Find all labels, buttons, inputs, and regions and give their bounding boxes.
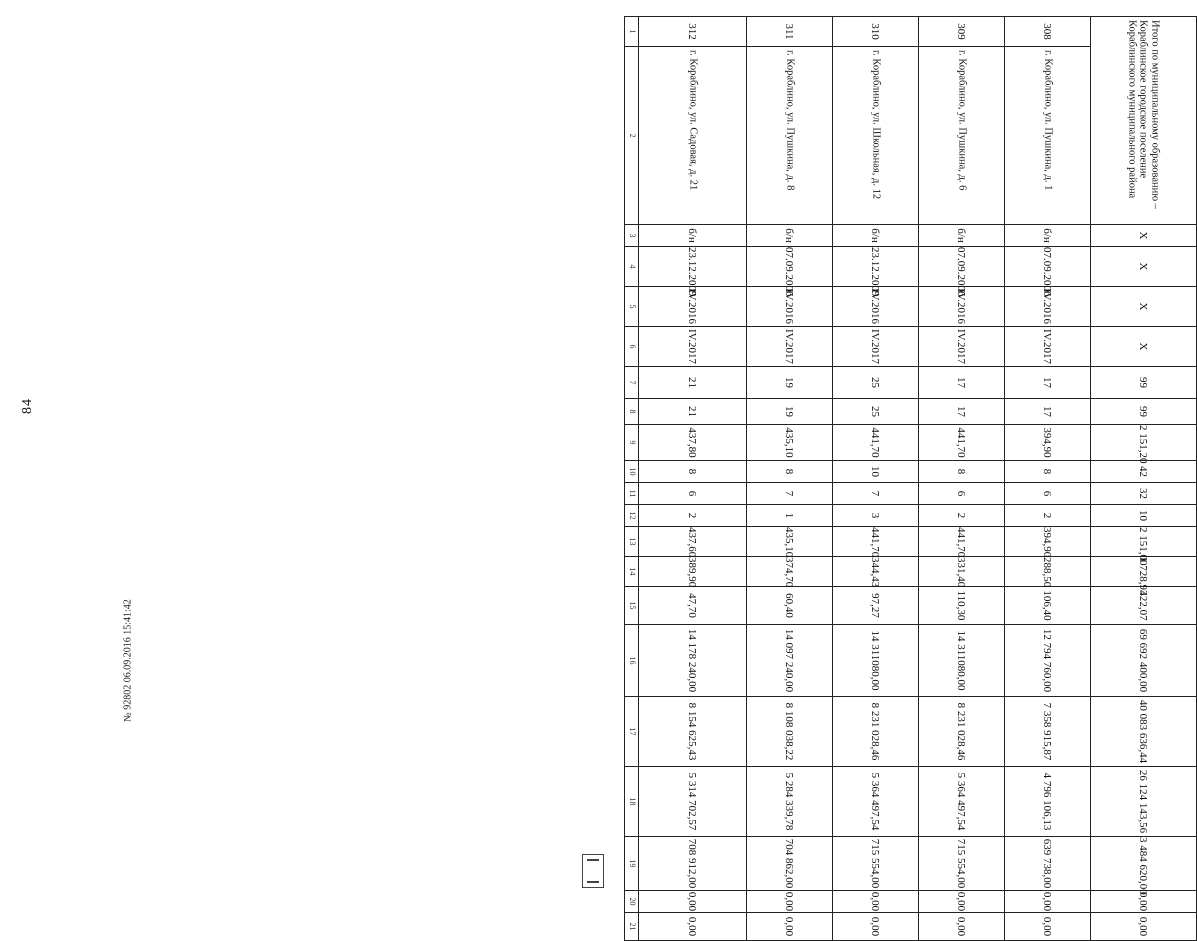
data-cell-c8: 17 <box>919 399 1005 425</box>
data-cell-c20: 0,00 <box>1005 891 1091 913</box>
data-cell-c3: б/н <box>919 225 1005 247</box>
data-cell-c3: б/н <box>1005 225 1091 247</box>
table-row <box>747 17 833 941</box>
table-row <box>639 17 747 941</box>
total-cell-c5: X <box>1091 287 1197 327</box>
total-cell-c10: 42 <box>1091 461 1197 483</box>
data-cell-c4: 23.12.2009 <box>639 247 747 287</box>
data-cell-c10: 10 <box>833 461 919 483</box>
total-cell-c17: 40 083 636,44 <box>1091 697 1197 767</box>
total-cell-c21: 0,00 <box>1091 913 1197 941</box>
total-cell-c15: 422,07 <box>1091 587 1197 625</box>
total-cell-c8: 99 <box>1091 399 1197 425</box>
housing-program-table <box>624 16 1196 937</box>
data-cell-c14: 389,90 <box>639 557 747 587</box>
data-cell-c17: 8 231 028,46 <box>833 697 919 767</box>
data-cell-c4: 23.12.2009 <box>833 247 919 287</box>
data-cell-c19: 708 912,00 <box>639 837 747 891</box>
data-cell-c8: 21 <box>639 399 747 425</box>
data-cell-c6: IV.2017 <box>747 327 833 367</box>
data-cell-c14: 374,70 <box>747 557 833 587</box>
total-cell-c20: 0,00 <box>1091 891 1197 913</box>
row-number-cell: 312 <box>639 17 747 47</box>
data-cell-c5: IV.2016 <box>1005 287 1091 327</box>
total-cell-c3: X <box>1091 225 1197 247</box>
data-cell-c21: 0,00 <box>919 913 1005 941</box>
address-cell: г. Кораблино, ул. Пушкина, д. 6 <box>919 47 1005 225</box>
column-number-cell: 11 <box>625 483 639 505</box>
column-number-cell: 18 <box>625 767 639 837</box>
column-number-cell: 1 <box>625 17 639 47</box>
total-cell-c13: 2 151,00 <box>1091 527 1197 557</box>
data-cell-c17: 8 231 028,46 <box>919 697 1005 767</box>
column-number-cell: 6 <box>625 327 639 367</box>
column-number-cell: 8 <box>625 399 639 425</box>
data-cell-c4: 07.09.2006 <box>747 247 833 287</box>
data-cell-c18: 5 284 339,78 <box>747 767 833 837</box>
data-cell-c15: 110,30 <box>919 587 1005 625</box>
stamp-emblem-icon <box>582 854 604 888</box>
data-cell-c11: 6 <box>1005 483 1091 505</box>
data-cell-c19: 704 862,00 <box>747 837 833 891</box>
column-number-cell: 10 <box>625 461 639 483</box>
data-cell-c16: 14 178 240,00 <box>639 625 747 697</box>
data-cell-c21: 0,00 <box>833 913 919 941</box>
total-label-cell: Итого по муниципальному образованию – Кораблинское городское поселение Кораблинского муниципального района <box>1091 17 1197 225</box>
column-number-cell: 4 <box>625 247 639 287</box>
column-number-cell: 16 <box>625 625 639 697</box>
data-cell-c10: 8 <box>919 461 1005 483</box>
data-cell-c11: 7 <box>833 483 919 505</box>
column-number-cell: 17 <box>625 697 639 767</box>
address-cell: г. Кораблино, ул. Школьная, д. 12 <box>833 47 919 225</box>
data-cell-c11: 7 <box>747 483 833 505</box>
table-row <box>1005 17 1091 941</box>
data-cell-c14: 344,43 <box>833 557 919 587</box>
data-cell-c10: 8 <box>1005 461 1091 483</box>
data-cell-c13: 437,60 <box>639 527 747 557</box>
column-number-cell: 12 <box>625 505 639 527</box>
data-cell-c18: 5 364 497,54 <box>919 767 1005 837</box>
column-number-cell: 3 <box>625 225 639 247</box>
data-cell-c20: 0,00 <box>833 891 919 913</box>
data-cell-c20: 0,00 <box>919 891 1005 913</box>
data-cell-c5: IV.2016 <box>747 287 833 327</box>
data-cell-c12: 2 <box>919 505 1005 527</box>
data-cell-c16: 14 097 240,00 <box>747 625 833 697</box>
data-cell-c15: 60,40 <box>747 587 833 625</box>
total-cell-c18: 26 124 143,56 <box>1091 767 1197 837</box>
data-cell-c4: 07.09.2006 <box>919 247 1005 287</box>
column-number-cell: 20 <box>625 891 639 913</box>
page-number: 84 <box>20 398 35 414</box>
data-cell-c11: 6 <box>639 483 747 505</box>
row-number-cell: 309 <box>919 17 1005 47</box>
column-number-cell: 15 <box>625 587 639 625</box>
data-cell-c17: 8 108 038,22 <box>747 697 833 767</box>
data-cell-c15: 106,40 <box>1005 587 1091 625</box>
data-cell-c8: 25 <box>833 399 919 425</box>
data-cell-c19: 715 554,00 <box>919 837 1005 891</box>
data-cell-c9: 437,80 <box>639 425 747 461</box>
data-cell-c18: 5 364 497,54 <box>833 767 919 837</box>
registration-stamp: № 92802 06.09.2016 15:41:42 <box>122 599 134 722</box>
column-number-cell: 9 <box>625 425 639 461</box>
data-cell-c17: 7 358 915,87 <box>1005 697 1091 767</box>
table-row <box>919 17 1005 941</box>
address-cell: г. Кораблино, ул. Пушкина, д. 1 <box>1005 47 1091 225</box>
column-number-row <box>625 17 639 941</box>
data-cell-c12: 1 <box>747 505 833 527</box>
data-cell-c7: 21 <box>639 367 747 399</box>
total-cell-c14: 1 728,93 <box>1091 557 1197 587</box>
data-cell-c6: IV.2017 <box>833 327 919 367</box>
data-cell-c14: 331,40 <box>919 557 1005 587</box>
data-cell-c12: 2 <box>639 505 747 527</box>
data-cell-c4: 07.09.2006 <box>1005 247 1091 287</box>
data-cell-c9: 441,70 <box>833 425 919 461</box>
total-cell-c9: 2 151,20 <box>1091 425 1197 461</box>
data-cell-c7: 17 <box>919 367 1005 399</box>
total-cell-c7: 99 <box>1091 367 1197 399</box>
column-number-cell: 13 <box>625 527 639 557</box>
data-cell-c11: 6 <box>919 483 1005 505</box>
data-cell-c6: IV.2017 <box>919 327 1005 367</box>
data-cell-c5: IV.2016 <box>919 287 1005 327</box>
data-cell-c16: 14 311080,00 <box>919 625 1005 697</box>
data-cell-c6: IV.2017 <box>1005 327 1091 367</box>
total-cell-c19: 3 484 620,00 <box>1091 837 1197 891</box>
data-cell-c8: 17 <box>1005 399 1091 425</box>
data-cell-c7: 25 <box>833 367 919 399</box>
data-cell-c15: 97,27 <box>833 587 919 625</box>
data-cell-c21: 0,00 <box>639 913 747 941</box>
total-cell-c6: X <box>1091 327 1197 367</box>
data-cell-c3: б/н <box>747 225 833 247</box>
column-number-cell: 7 <box>625 367 639 399</box>
data-cell-c6: IV.2017 <box>639 327 747 367</box>
row-number-cell: 310 <box>833 17 919 47</box>
data-cell-c21: 0,00 <box>1005 913 1091 941</box>
data-cell-c13: 441,70 <box>919 527 1005 557</box>
data-cell-c21: 0,00 <box>747 913 833 941</box>
column-number-cell: 2 <box>625 47 639 225</box>
data-cell-c16: 12 794 760,00 <box>1005 625 1091 697</box>
column-number-cell: 19 <box>625 837 639 891</box>
data-cell-c20: 0,00 <box>639 891 747 913</box>
row-number-cell: 311 <box>747 17 833 47</box>
data-cell-c9: 435,10 <box>747 425 833 461</box>
data-cell-c10: 8 <box>747 461 833 483</box>
data-cell-c7: 17 <box>1005 367 1091 399</box>
column-number-cell: 21 <box>625 913 639 941</box>
data-cell-c9: 441,70 <box>919 425 1005 461</box>
data-cell-c13: 435,10 <box>747 527 833 557</box>
data-cell-c12: 3 <box>833 505 919 527</box>
data-cell-c7: 19 <box>747 367 833 399</box>
total-row <box>1091 17 1197 941</box>
total-cell-c4: X <box>1091 247 1197 287</box>
data-cell-c18: 5 314 702,57 <box>639 767 747 837</box>
total-cell-c16: 69 692 400,00 <box>1091 625 1197 697</box>
data-cell-c19: 639 738,00 <box>1005 837 1091 891</box>
data-cell-c13: 441,70 <box>833 527 919 557</box>
data-cell-c18: 4 796 106,13 <box>1005 767 1091 837</box>
data-cell-c3: б/н <box>639 225 747 247</box>
address-cell: г. Кораблино, ул. Пушкина, д. 8 <box>747 47 833 225</box>
data-cell-c5: IV.2016 <box>833 287 919 327</box>
total-cell-c12: 10 <box>1091 505 1197 527</box>
table-row <box>833 17 919 941</box>
data-cell-c10: 8 <box>639 461 747 483</box>
data-cell-c16: 14 311080,00 <box>833 625 919 697</box>
data-cell-c17: 8 154 625,43 <box>639 697 747 767</box>
data-cell-c15: 47,70 <box>639 587 747 625</box>
column-number-cell: 5 <box>625 287 639 327</box>
data-cell-c13: 394,90 <box>1005 527 1091 557</box>
data-cell-c3: б/н <box>833 225 919 247</box>
column-number-cell: 14 <box>625 557 639 587</box>
data-cell-c5: IV.2016 <box>639 287 747 327</box>
row-number-cell: 308 <box>1005 17 1091 47</box>
data-cell-c12: 2 <box>1005 505 1091 527</box>
address-cell: г. Кораблино, ул. Садовая, д. 21 <box>639 47 747 225</box>
data-cell-c14: 288,50 <box>1005 557 1091 587</box>
data-cell-c19: 715 554,00 <box>833 837 919 891</box>
data-cell-c8: 19 <box>747 399 833 425</box>
data-cell-c9: 394,90 <box>1005 425 1091 461</box>
total-cell-c11: 32 <box>1091 483 1197 505</box>
data-cell-c20: 0,00 <box>747 891 833 913</box>
